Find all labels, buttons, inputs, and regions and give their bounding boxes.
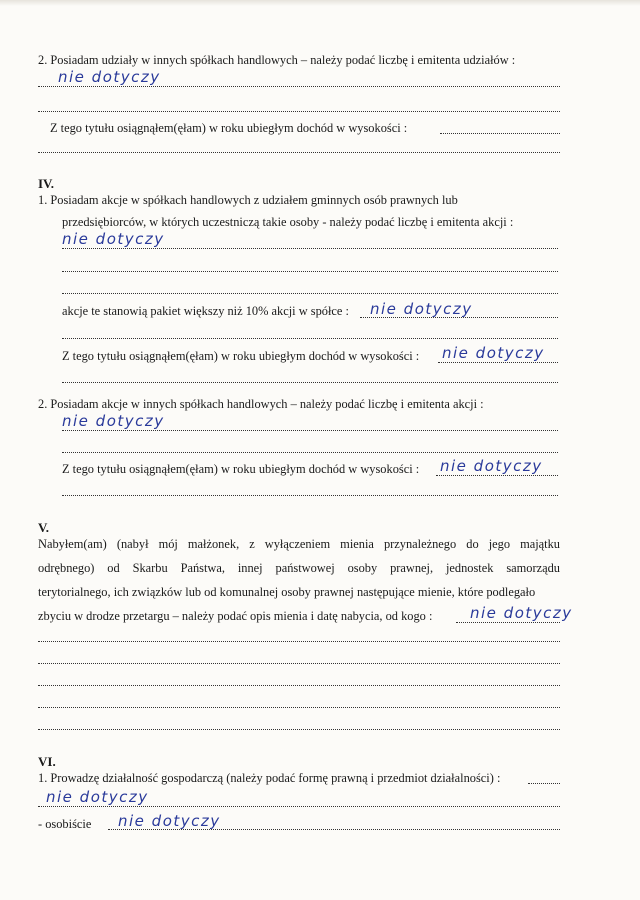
section-heading-v: V. xyxy=(38,520,49,535)
property-acquisition-text-line4: zbyciu w drodze przetargu – należy podać opis mienia i datę nabycia, od kogo : xyxy=(38,609,433,623)
personally-answer-handwritten: nie dotyczy xyxy=(118,812,221,830)
dotted-line xyxy=(62,382,558,383)
property-answer-handwritten: nie dotyczy xyxy=(470,604,573,622)
business-activity-text: 1. Prowadzę działalność gospodarczą (należy podać formę prawną i przedmiot działalności) : xyxy=(38,771,501,785)
section-heading-vi: VI. xyxy=(38,754,56,769)
dotted-line xyxy=(62,293,558,294)
dotted-line xyxy=(438,362,558,363)
stocks-municipal-text-line1: 1. Posiadam akcje w spółkach handlowych z udziałem gminnych osób prawnych lub xyxy=(38,193,458,207)
dotted-line xyxy=(360,317,558,318)
section-heading-iv: IV. xyxy=(38,176,55,191)
shares-income-text: Z tego tytułu osiągnąłem(ęłam) w roku ubiegłym dochód w wysokości : xyxy=(50,121,408,135)
dotted-line xyxy=(440,133,560,134)
stocks-municipal-text-line2: przedsiębiorców, w których uczestniczą takie osoby - należy podać liczbę i emitenta akcji : xyxy=(62,215,514,229)
property-acquisition-text-line3: terytorialnego, ich związków lub od komunalnej osoby prawnej następujące mienie, które podlegało xyxy=(38,585,536,599)
dotted-line xyxy=(62,248,558,249)
stocks-other-answer-handwritten: nie dotyczy xyxy=(62,412,165,430)
dotted-line xyxy=(38,685,560,686)
dotted-line xyxy=(38,86,560,87)
dotted-line xyxy=(38,806,560,807)
stocks-other-companies-text: 2. Posiadam akcje w innych spółkach handlowych – należy podać liczbę i emitenta akcji : xyxy=(38,397,484,411)
stocks-other-income-answer-handwritten: nie dotyczy xyxy=(440,457,543,475)
dotted-line xyxy=(108,829,560,830)
personally-text: - osobiście xyxy=(38,817,92,831)
dotted-line xyxy=(38,663,560,664)
dotted-line xyxy=(62,452,558,453)
dotted-line xyxy=(62,271,558,272)
dotted-line xyxy=(528,783,560,784)
dotted-line xyxy=(62,430,558,431)
business-answer-handwritten: nie dotyczy xyxy=(46,788,149,806)
dotted-line xyxy=(62,495,558,496)
dotted-line xyxy=(38,111,560,112)
dotted-line xyxy=(62,338,558,339)
property-acquisition-text-line1: Nabyłem(am) (nabył mój małżonek, z wyłączeniem mienia przynależnego do jego majątku xyxy=(38,537,560,551)
dotted-line xyxy=(38,152,560,153)
stocks-other-income-text: Z tego tytułu osiągnąłem(ęłam) w roku ubiegłym dochód w wysokości : xyxy=(62,462,420,476)
stocks-income-answer-handwritten: nie dotyczy xyxy=(442,344,545,362)
stocks-municipal-answer-handwritten: nie dotyczy xyxy=(62,230,165,248)
dotted-line xyxy=(38,707,560,708)
stake-answer-handwritten: nie dotyczy xyxy=(370,300,473,318)
dotted-line xyxy=(38,641,560,642)
page-edge-shadow xyxy=(0,0,640,6)
dotted-line xyxy=(456,622,560,623)
shares-other-companies-text: 2. Posiadam udziały w innych spółkach handlowych – należy podać liczbę i emitenta udziałów : xyxy=(38,53,516,67)
stake-over-10pct-text: akcje te stanowią pakiet większy niż 10% akcji w spółce : xyxy=(62,304,349,318)
stocks-income-text: Z tego tytułu osiągnąłem(ęłam) w roku ubiegłym dochód w wysokości : xyxy=(62,349,420,363)
dotted-line xyxy=(436,475,558,476)
shares-answer-handwritten: nie dotyczy xyxy=(58,68,161,86)
property-acquisition-text-line2: odrębnego) od Skarbu Państwa, innej państwowej osoby prawnej, jednostek samorządu xyxy=(38,561,560,575)
dotted-line xyxy=(38,729,560,730)
